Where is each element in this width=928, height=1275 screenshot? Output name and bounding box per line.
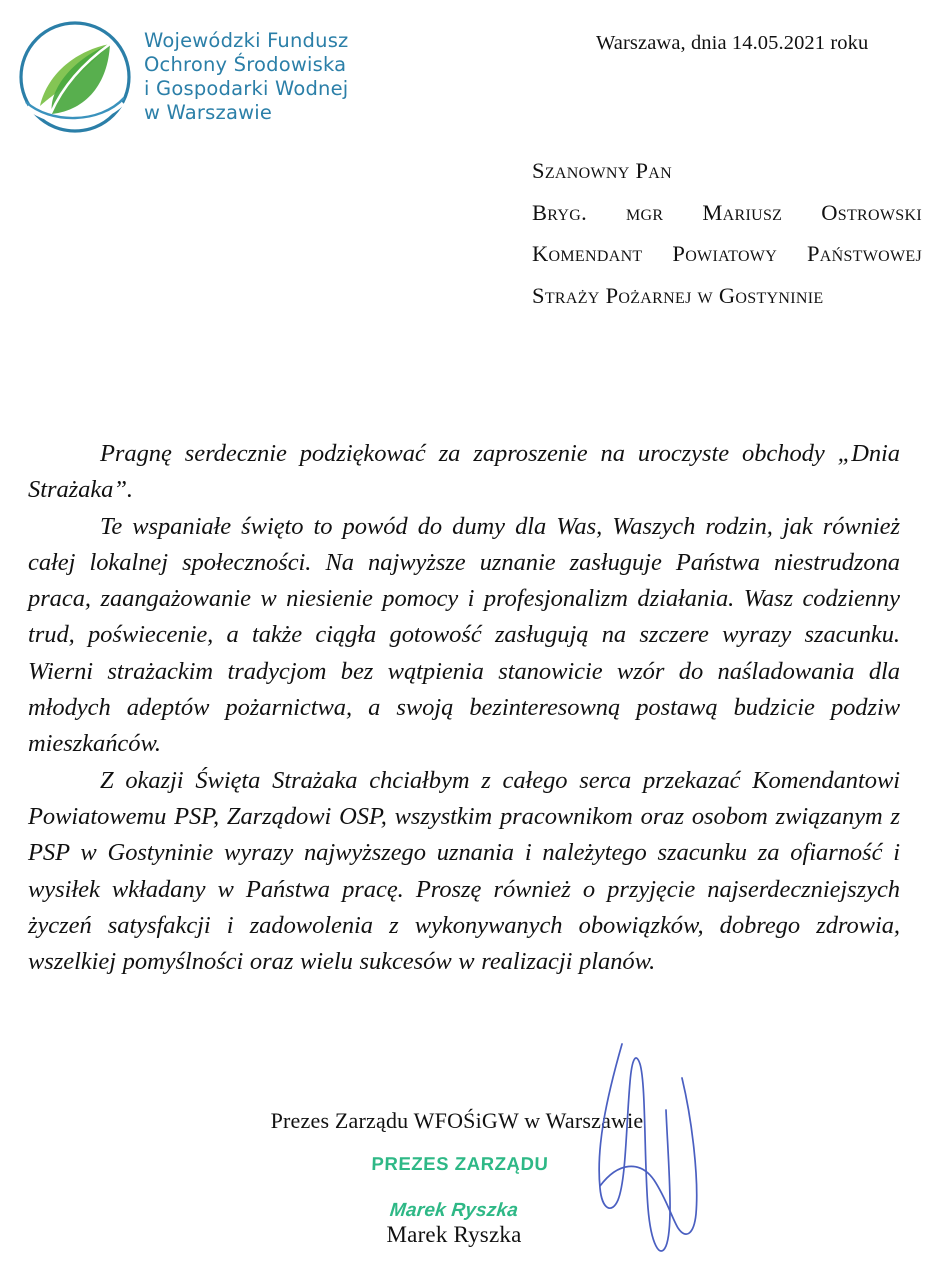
recipient-office: Straży Pożarnej w Gostyninie bbox=[532, 282, 824, 308]
organization-name bbox=[144, 29, 348, 125]
signatory-printed-name: Marek Ryszka bbox=[386, 1222, 522, 1247]
recipient-name-part: Bryg. bbox=[532, 199, 588, 225]
date-line: Warszawa, dnia 14.05.2021 roku bbox=[596, 32, 869, 54]
letterhead bbox=[12, 14, 348, 140]
recipient-title-part: Państwowej bbox=[806, 241, 922, 266]
organization-name-line: Wojewódzki Fundusz bbox=[144, 28, 349, 52]
recipient-name-part: Mariusz bbox=[702, 199, 783, 225]
organization-name-line: Ochrony Środowiska bbox=[144, 52, 347, 76]
letter-body bbox=[28, 436, 900, 980]
signatory-title: Prezes Zarządu WFOŚiGW w Warszawie bbox=[270, 1108, 644, 1133]
body-paragraph: Pragnę serdecznie podziękować za zaproszenie na uroczyste obchody „Dnia Strażaka”. bbox=[28, 440, 900, 504]
recipient-name-part: mgr bbox=[626, 199, 664, 225]
organization-name-line: i Gospodarki Wodnej bbox=[144, 77, 349, 100]
recipient-name bbox=[532, 199, 922, 225]
recipient-title bbox=[532, 243, 922, 266]
recipient-title-part: Komendant bbox=[532, 241, 643, 266]
recipient-block bbox=[532, 158, 922, 326]
organization-name-line: w Warszawie bbox=[144, 101, 273, 125]
body-paragraph: Z okazji Święta Strażaka chciałbym z całego serca przekazać Komendantowi Powiatowemu PSP, Zarządowi OSP, wszystkim pracownikom oraz osobom związanym z PSP w Gostyninie wyrazy najwyższego uznania i należytego szacunku za ofiarność i wysiłek wkładany w Państwa pracę. Proszę również o przyjęcie najserdeczniejszych życzeń satysfakcji i zadowolenia z wykonywanych obowiązków, dobrego zdrowia, wszelkiej pomyślności oraz wielu sukcesów w realizacji planów. bbox=[28, 766, 900, 976]
organization-logo-icon bbox=[12, 14, 138, 140]
body-paragraph: Te wspaniałe święto to powód do dumy dla Was, Waszych rodzin, jak również całej lokalnej społeczności. Na najwyższe uznanie zasługuje Państwa niestrudzona praca, zaangażowanie w niesienie pomocy i profesjonalizm działania. Wasz codzienny trud, poświecenie, a także ciągła gotowość zasługują na szczere wyrazy szacunku. Wierni strażackim tradycjom bez wątpienia stanowicie wzór do naśladowania dla młodych adeptów pożarnictwa, a swoją bezinteresowną postawą budzicie podziw mieszkańców. bbox=[28, 512, 900, 758]
recipient-title-part: Powiatowy bbox=[672, 241, 778, 266]
signature-block bbox=[0, 1100, 928, 1275]
recipient-name-part: Ostrowski bbox=[821, 199, 922, 225]
recipient-salutation: Szanowny Pan bbox=[532, 158, 673, 183]
stamp-role-text: PREZES ZARZĄDU bbox=[371, 1153, 549, 1174]
stamp-name-text: Marek Ryszka bbox=[388, 1200, 520, 1221]
